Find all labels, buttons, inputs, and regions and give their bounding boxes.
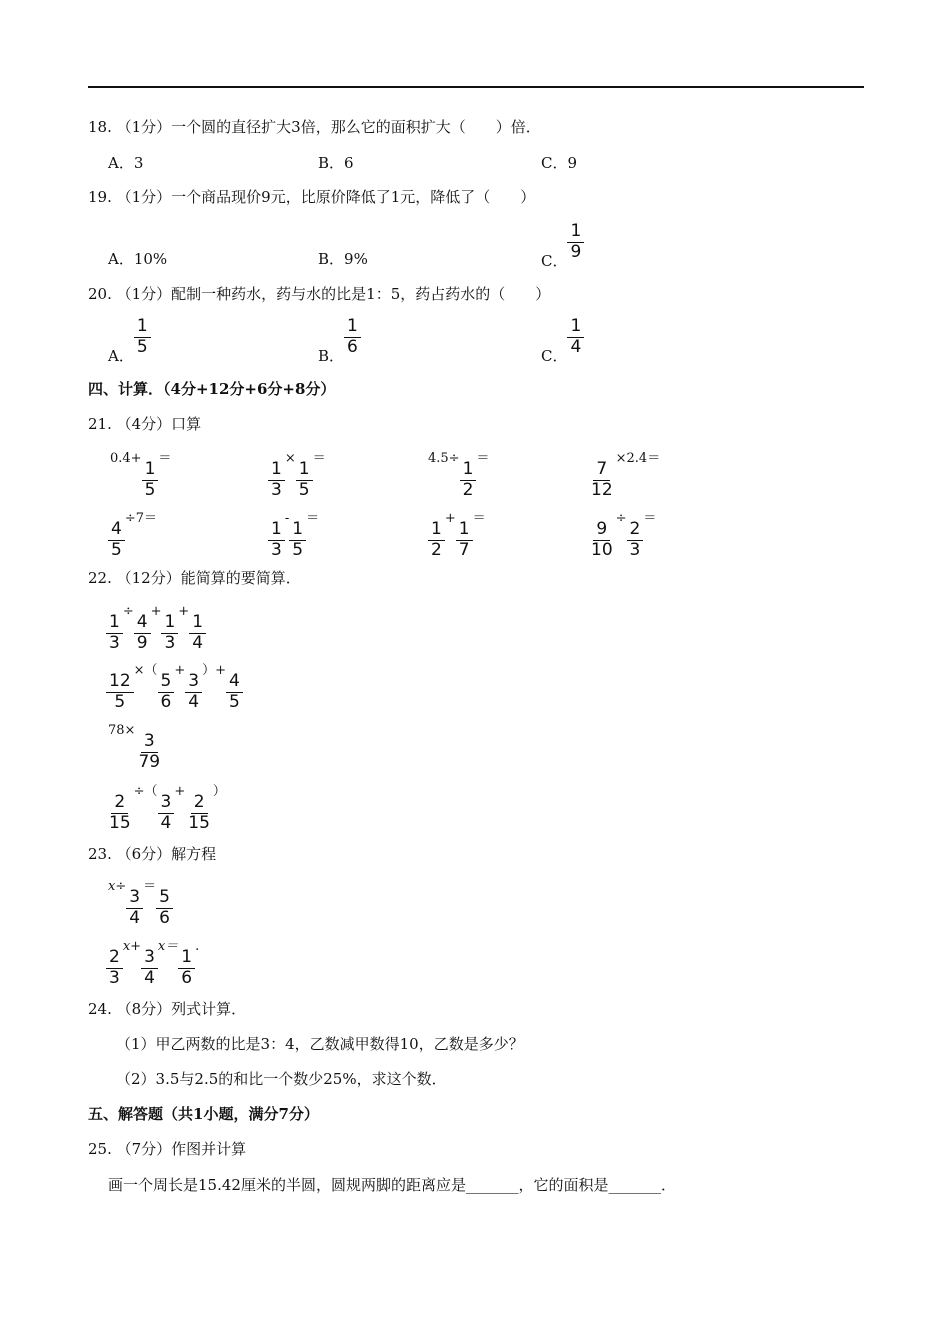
q23-equation-1: x÷ $\frac{3}{4}$ ＝ $\frac{5}{6}$ [108, 878, 173, 928]
q20-option-c[interactable]: C． $\frac{1}{4}$ [541, 317, 584, 357]
q21-expr-g: $\frac{1}{3}$ - $\frac{1}{5}$ ＝ [268, 510, 319, 560]
fraction: $\frac{1}{3}$ [161, 613, 178, 653]
q22-expr-4: $\frac{2}{15}$ ÷（ $\frac{3}{4}$ + $\frac{2}{15}$ ） [106, 783, 226, 833]
q21-expr-h: $\frac{1}{2}$ + $\frac{1}{7}$ ＝ [428, 510, 486, 560]
fraction: $\frac{1}{4}$ [189, 613, 206, 653]
fraction: $\frac{3}{4}$ [158, 793, 175, 833]
header-rule [88, 86, 864, 88]
fraction: $\frac{2}{3}$ [106, 948, 123, 988]
q18-option-b[interactable]: B．6 [318, 154, 354, 172]
fraction: $\frac{3}{4}$ [126, 888, 143, 928]
q23-equation-2: $\frac{2}{3}$ x+ $\frac{3}{4}$ x＝ $\frac{1}{6}$ . [106, 938, 199, 988]
fraction: $\frac{12}{5}$ [106, 672, 134, 712]
q18-option-a[interactable]: A．3 [108, 154, 144, 172]
q24-part-1: （1）甲乙两数的比是3：4，乙数减甲数得10，乙数是多少？ [116, 1035, 524, 1053]
fraction: $\frac{1}{2}$ [428, 520, 445, 560]
question-23: 23. （6分）解方程 [88, 845, 217, 863]
fraction: $\frac{1}{5}$ [296, 460, 313, 500]
q24-part-2: （2）3.5与2.5的和比一个数少25%，求这个数． [116, 1070, 447, 1088]
q18-option-c[interactable]: C．9 [541, 154, 578, 172]
q25-body: 画一个周长是15.42厘米的半圆，圆规两脚的距离应是_______，它的面积是_______． [108, 1176, 676, 1194]
fraction: $\frac{1}{5}$ [134, 317, 151, 357]
question-24: 24. （8分）列式计算． [88, 1000, 247, 1018]
q20-option-a[interactable]: A． $\frac{1}{5}$ [108, 317, 151, 357]
fraction: $\frac{9}{10}$ [591, 519, 613, 560]
question-22: 22. （12分）能简算的要简算． [88, 569, 301, 587]
q19-option-b[interactable]: B．9% [318, 250, 368, 268]
question-25: 25. （7分）作图并计算 [88, 1140, 247, 1158]
q21-expr-a: 0.4+ $\frac{1}{5}$ ＝ [110, 451, 172, 500]
q21-expr-i: $\frac{9}{10}$ ÷ $\frac{2}{3}$ ＝ [588, 510, 656, 560]
section-4-title: 四、计算．（4分+12分+6分+8分） [88, 380, 336, 398]
fraction: $\frac{1}{5}$ [289, 520, 306, 560]
q21-expr-d: $\frac{7}{12}$ ×2.4＝ [588, 450, 660, 500]
fraction: $\frac{3}{4}$ [185, 672, 202, 712]
q21-expr-b: $\frac{1}{3}$ × $\frac{1}{5}$ ＝ [268, 450, 326, 500]
q22-expr-1: $\frac{1}{3}$ ÷ $\frac{4}{9}$ + $\frac{1}{3}$ + $\frac{1}{4}$ [106, 603, 206, 653]
q22-expr-2: $\frac{12}{5}$ ×（ $\frac{5}{6}$ + $\frac{3}{4}$ ）+ $\frac{4}{5}$ [106, 662, 243, 712]
fraction: $\frac{5}{6}$ [158, 672, 175, 712]
question-21: 21. （4分）口算 [88, 415, 202, 433]
fraction: $\frac{1}{2}$ [460, 460, 477, 500]
fraction: $\frac{4}{5}$ [226, 672, 243, 712]
fraction: $\frac{1}{7}$ [456, 520, 473, 560]
fraction: $\frac{1}{9}$ [567, 222, 584, 262]
fraction: $\frac{1}{4}$ [567, 317, 584, 357]
fraction: $\frac{4}{5}$ [108, 520, 125, 560]
fraction: $\frac{5}{6}$ [156, 888, 173, 928]
fraction: $\frac{1}{3}$ [268, 520, 285, 560]
q20-option-b[interactable]: B． $\frac{1}{6}$ [318, 317, 361, 357]
fraction: $\frac{1}{3}$ [106, 613, 123, 653]
q21-expr-e: $\frac{4}{5}$ ÷7＝ [108, 510, 157, 560]
fraction: $\frac{2}{15}$ [109, 792, 131, 833]
q19-option-c[interactable]: C． $\frac{1}{9}$ [541, 222, 584, 262]
fraction: $\frac{1}{5}$ [142, 460, 159, 500]
q21-expr-c: 4.5÷ $\frac{1}{2}$ ＝ [428, 451, 490, 500]
fraction: $\frac{3}{4}$ [141, 948, 158, 988]
fraction: $\frac{7}{12}$ [591, 459, 613, 500]
question-19: 19. （1分）一个商品现价9元，比原价降低了1元，降低了（ ） [88, 188, 536, 206]
question-18: 18. （1分）一个圆的直径扩大3倍，那么它的面积扩大（ ）倍． [88, 118, 541, 136]
fraction: $\frac{1}{6}$ [178, 948, 195, 988]
fraction: $\frac{2}{15}$ [188, 792, 210, 833]
section-5-title: 五、解答题（共1小题，满分7分） [88, 1105, 319, 1123]
fraction: $\frac{1}{6}$ [344, 317, 361, 357]
fraction: $\frac{1}{3}$ [268, 460, 285, 500]
question-20: 20. （1分）配制一种药水，药与水的比是1：5，药占药水的（ ） [88, 285, 551, 303]
fraction: $\frac{4}{9}$ [134, 613, 151, 653]
fraction: $\frac{2}{3}$ [627, 520, 644, 560]
q19-option-a[interactable]: A．10% [108, 250, 168, 268]
fraction: $\frac{3}{79}$ [138, 731, 161, 772]
q22-expr-3: 78× $\frac{3}{79}$ [108, 722, 163, 772]
